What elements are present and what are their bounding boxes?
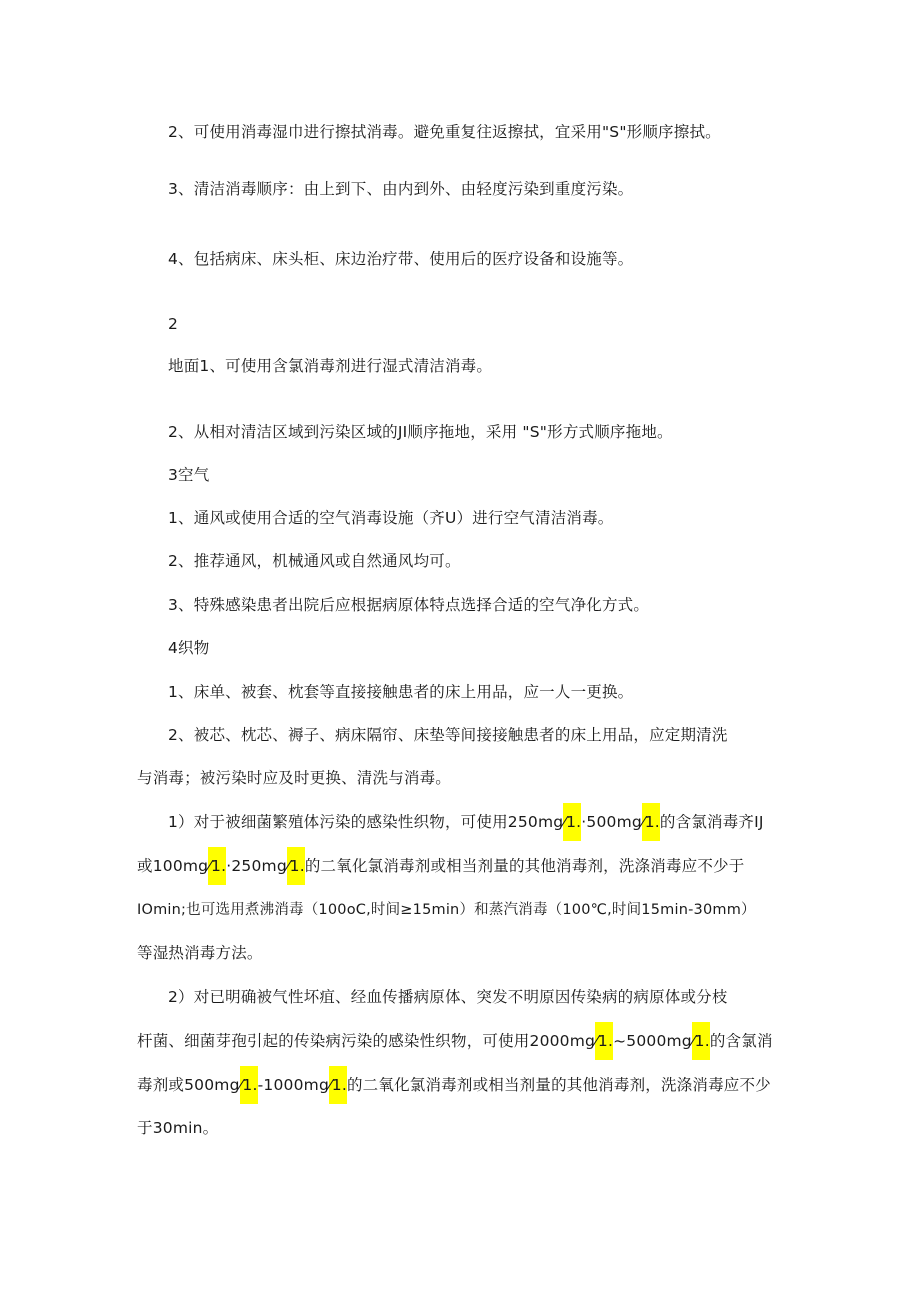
highlight-unit: ⁄1.: [329, 1066, 347, 1104]
para-bacteria-line-3: IOmin;也可选用煮沸消毒（100oC,时间≥15min）和蒸汽消毒（100℃,时间15min-30mm）: [137, 902, 756, 918]
text-segment: -1000mg: [257, 1076, 329, 1094]
section-heading-air: 3空气: [168, 466, 210, 484]
highlight-unit: ⁄1.: [287, 847, 305, 885]
highlight-unit: ⁄1.: [240, 1066, 258, 1104]
para-wipe-disinfection: 2、可使用消毒湿巾进行擦拭消毒。避免重复往返擦拭，宜采用"S"形顺序擦拭。: [168, 123, 721, 141]
text-segment: ·250mg: [226, 857, 287, 875]
para-fabric-direct: 1、床单、被套、枕套等直接接触患者的床上用品，应一人一更换。: [168, 683, 634, 701]
text-segment: 的二氧化氯消毒剂或相当剂量的其他消毒剂，洗涤消毒应不少: [346, 1076, 771, 1094]
highlight-unit: ⁄1.: [208, 847, 226, 885]
para-air-recommend: 2、推荐通风，机械通风或自然通风均可。: [168, 552, 461, 570]
para-pathogen-line-3: [137, 1074, 771, 1096]
highlight-unit: ⁄1.: [595, 1022, 613, 1060]
section-number-2: 2: [168, 315, 179, 333]
text-segment: 的二氧化氯消毒剂或相当剂量的其他消毒剂，洗涤消毒应不少于: [304, 857, 745, 875]
para-pathogen-line-1: 2）对已明确被气性坏疽、经血传播病原体、突发不明原因传染病的病原体或分枝: [168, 988, 728, 1006]
para-fabric-indirect-1: 2、被芯、枕芯、褥子、病床隔帘、床垫等间接接触患者的床上用品，应定期清洗: [168, 726, 728, 744]
para-floor-mopping: 2、从相对清洁区域到污染区域的JI顺序拖地，采用 "S"形方式顺序拖地。: [168, 423, 673, 441]
highlight-unit: ⁄1.: [563, 803, 581, 841]
para-air-ventilation: 1、通风或使用合适的空气消毒设施（齐U）进行空气清洁消毒。: [168, 509, 614, 527]
text-segment: 的含氯消毒齐IJ: [659, 813, 764, 831]
text-segment: 的含氯消: [709, 1032, 773, 1050]
text-segment: ~5000mg: [613, 1032, 692, 1050]
text-segment: 杆菌、细菌芽孢引起的传染病污染的感染性织物，可使用2000mg: [137, 1032, 596, 1050]
para-pathogen-line-2: [137, 1030, 773, 1052]
highlight-unit: ⁄1.: [692, 1022, 710, 1060]
para-cleaning-order: 3、清洁消毒顺序：由上到下、由内到外、由轻度污染到重度污染。: [168, 180, 634, 198]
para-scope-items: 4、包括病床、床头柜、床边治疗带、使用后的医疗设备和设施等。: [168, 250, 634, 268]
para-pathogen-line-4: 于30min。: [137, 1119, 219, 1137]
section-heading-fabric: 4织物: [168, 639, 210, 657]
highlight-unit: ⁄1.: [642, 803, 660, 841]
text-segment: 1）对于被细菌繁殖体污染的感染性织物，可使用250mg: [168, 813, 564, 831]
text-segment: 或100mg: [137, 857, 209, 875]
para-fabric-indirect-2: 与消毒；被污染时应及时更换、清洗与消毒。: [137, 769, 452, 787]
text-segment: ·500mg: [581, 813, 642, 831]
para-floor-chlorine: 地面1、可使用含氯消毒剂进行湿式清洁消毒。: [168, 357, 493, 375]
para-bacteria-line-2: [137, 855, 744, 877]
text-segment: 毒剂或500mg: [137, 1076, 240, 1094]
para-air-special: 3、特殊感染患者出院后应根据病原体特点选择合适的空气净化方式。: [168, 596, 650, 614]
para-bacteria-line-1: [168, 811, 764, 833]
para-bacteria-line-4: 等湿热消毒方法。: [137, 944, 263, 962]
